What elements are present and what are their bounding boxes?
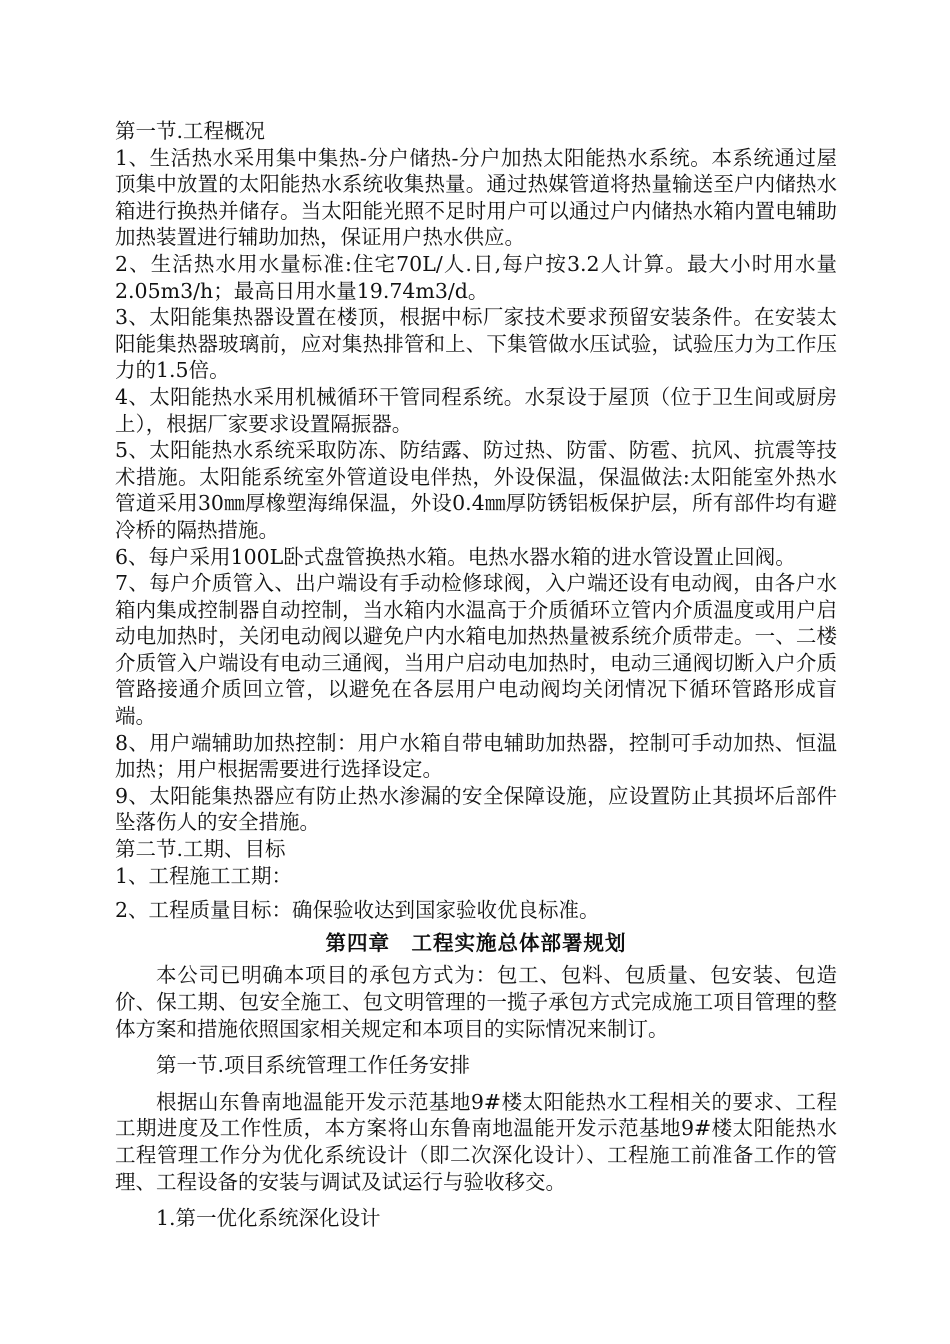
overview-item-5: 5、太阳能热水系统采取防冻、防结露、防过热、防雷、防雹、抗风、抗震等技术措施。太阳能系统室外管道设电伴热，外设保温，保温做法:太阳能室外热水管道采用30㎜厚橡塑海绵保温，外设0.4㎜厚防锈铝板保护层，所有部件均有避冷桥的隔热措施。 <box>115 438 837 542</box>
tasks-item-1: 1.第一优化系统深化设计 <box>156 1206 381 1231</box>
tasks-body: 根据山东鲁南地温能开发示范基地9#楼太阳能热水工程相关的要求、工程工期进度及工作性质，本方案将山东鲁南地温能开发示范基地9#楼太阳能热水工程管理工作分为优化系统设计（即二次深化设计）、工程施工前准备工作的管理、工程设备的安装与调试及试运行与验收移交。 <box>115 1089 837 1194</box>
overview-item-3: 3、太阳能集热器设置在楼顶，根据中标厂家技术要求预留安装条件。在安装太阳能集热器玻璃前，应对集热排管和上、下集管做水压试验，试验压力为工作压力的1.5倍。 <box>115 305 837 383</box>
overview-item-7: 7、每户介质管入、出户端设有手动检修球阀，入户端还设有电动阀，由各户水箱内集成控制器自动控制，当水箱内水温高于介质循环立管内介质温度或用户启动电加热时，关闭电动阀以避免户内水箱电加热热量被系统介质带走。一、二楼介质管入户端设有电动三通阀，当用户启动电加热时，电动三通阀切断入户介质管路接通介质回立管，以避免在各层用户电动阀均关闭情况下循环管路形成盲端。 <box>115 571 837 729</box>
section-heading-overview: 第一节.工程概况 <box>115 119 266 143</box>
overview-item-1: 1、生活热水采用集中集热-分户储热-分户加热太阳能热水系统。本系统通过屋顶集中放置的太阳能热水系统收集热量。通过热媒管道将热量输送至户内储热水箱进行换热并储存。当太阳能光照不足时用户可以通过户内储热水箱内置电辅助加热装置进行辅助加热，保证用户热水供应。 <box>115 145 837 250</box>
overview-item-8: 8、用户端辅助加热控制：用户水箱自带电辅助加热器，控制可手动加热、恒温加热；用户根据需要进行选择设定。 <box>115 730 837 782</box>
overview-item-6: 6、每户采用100L卧式盘管换热水箱。电热水器水箱的进水管设置止回阀。 <box>115 544 796 569</box>
section-heading-tasks: 第一节.项目系统管理工作任务安排 <box>156 1053 471 1078</box>
chapter-intro: 本公司已明确本项目的承包方式为：包工、包料、包质量、包安装、包造价、保工期、包安全施工、包文明管理的一揽子承包方式完成施工项目管理的整体方案和措施依照国家相关规定和本项目的实际情况来制订。 <box>115 963 837 1041</box>
overview-item-2: 2、生活热水用水量标准:住宅70L/人.日,每户按3.2人计算。最大小时用水量2.05m3/h；最高日用水量19.74m3/d。 <box>115 251 837 303</box>
chapter-title: 第四章 工程实施总体部署规划 <box>325 930 627 955</box>
overview-item-4: 4、太阳能热水采用机械循环干管同程系统。水泵设于屋顶（位于卫生间或厨房上），根据厂家要求设置隔振器。 <box>115 384 837 436</box>
overview-item-9: 9、太阳能集热器应有防止热水渗漏的安全保障设施，应设置防止其损坏后部件坠落伤人的安全措施。 <box>115 783 837 835</box>
section-heading-schedule: 第二节.工期、目标 <box>115 837 286 862</box>
schedule-item-1: 1、工程施工工期： <box>115 863 293 888</box>
schedule-item-2: 2、工程质量目标：确保验收达到国家验收优良标准。 <box>115 898 600 923</box>
document-page <box>115 118 837 1232</box>
